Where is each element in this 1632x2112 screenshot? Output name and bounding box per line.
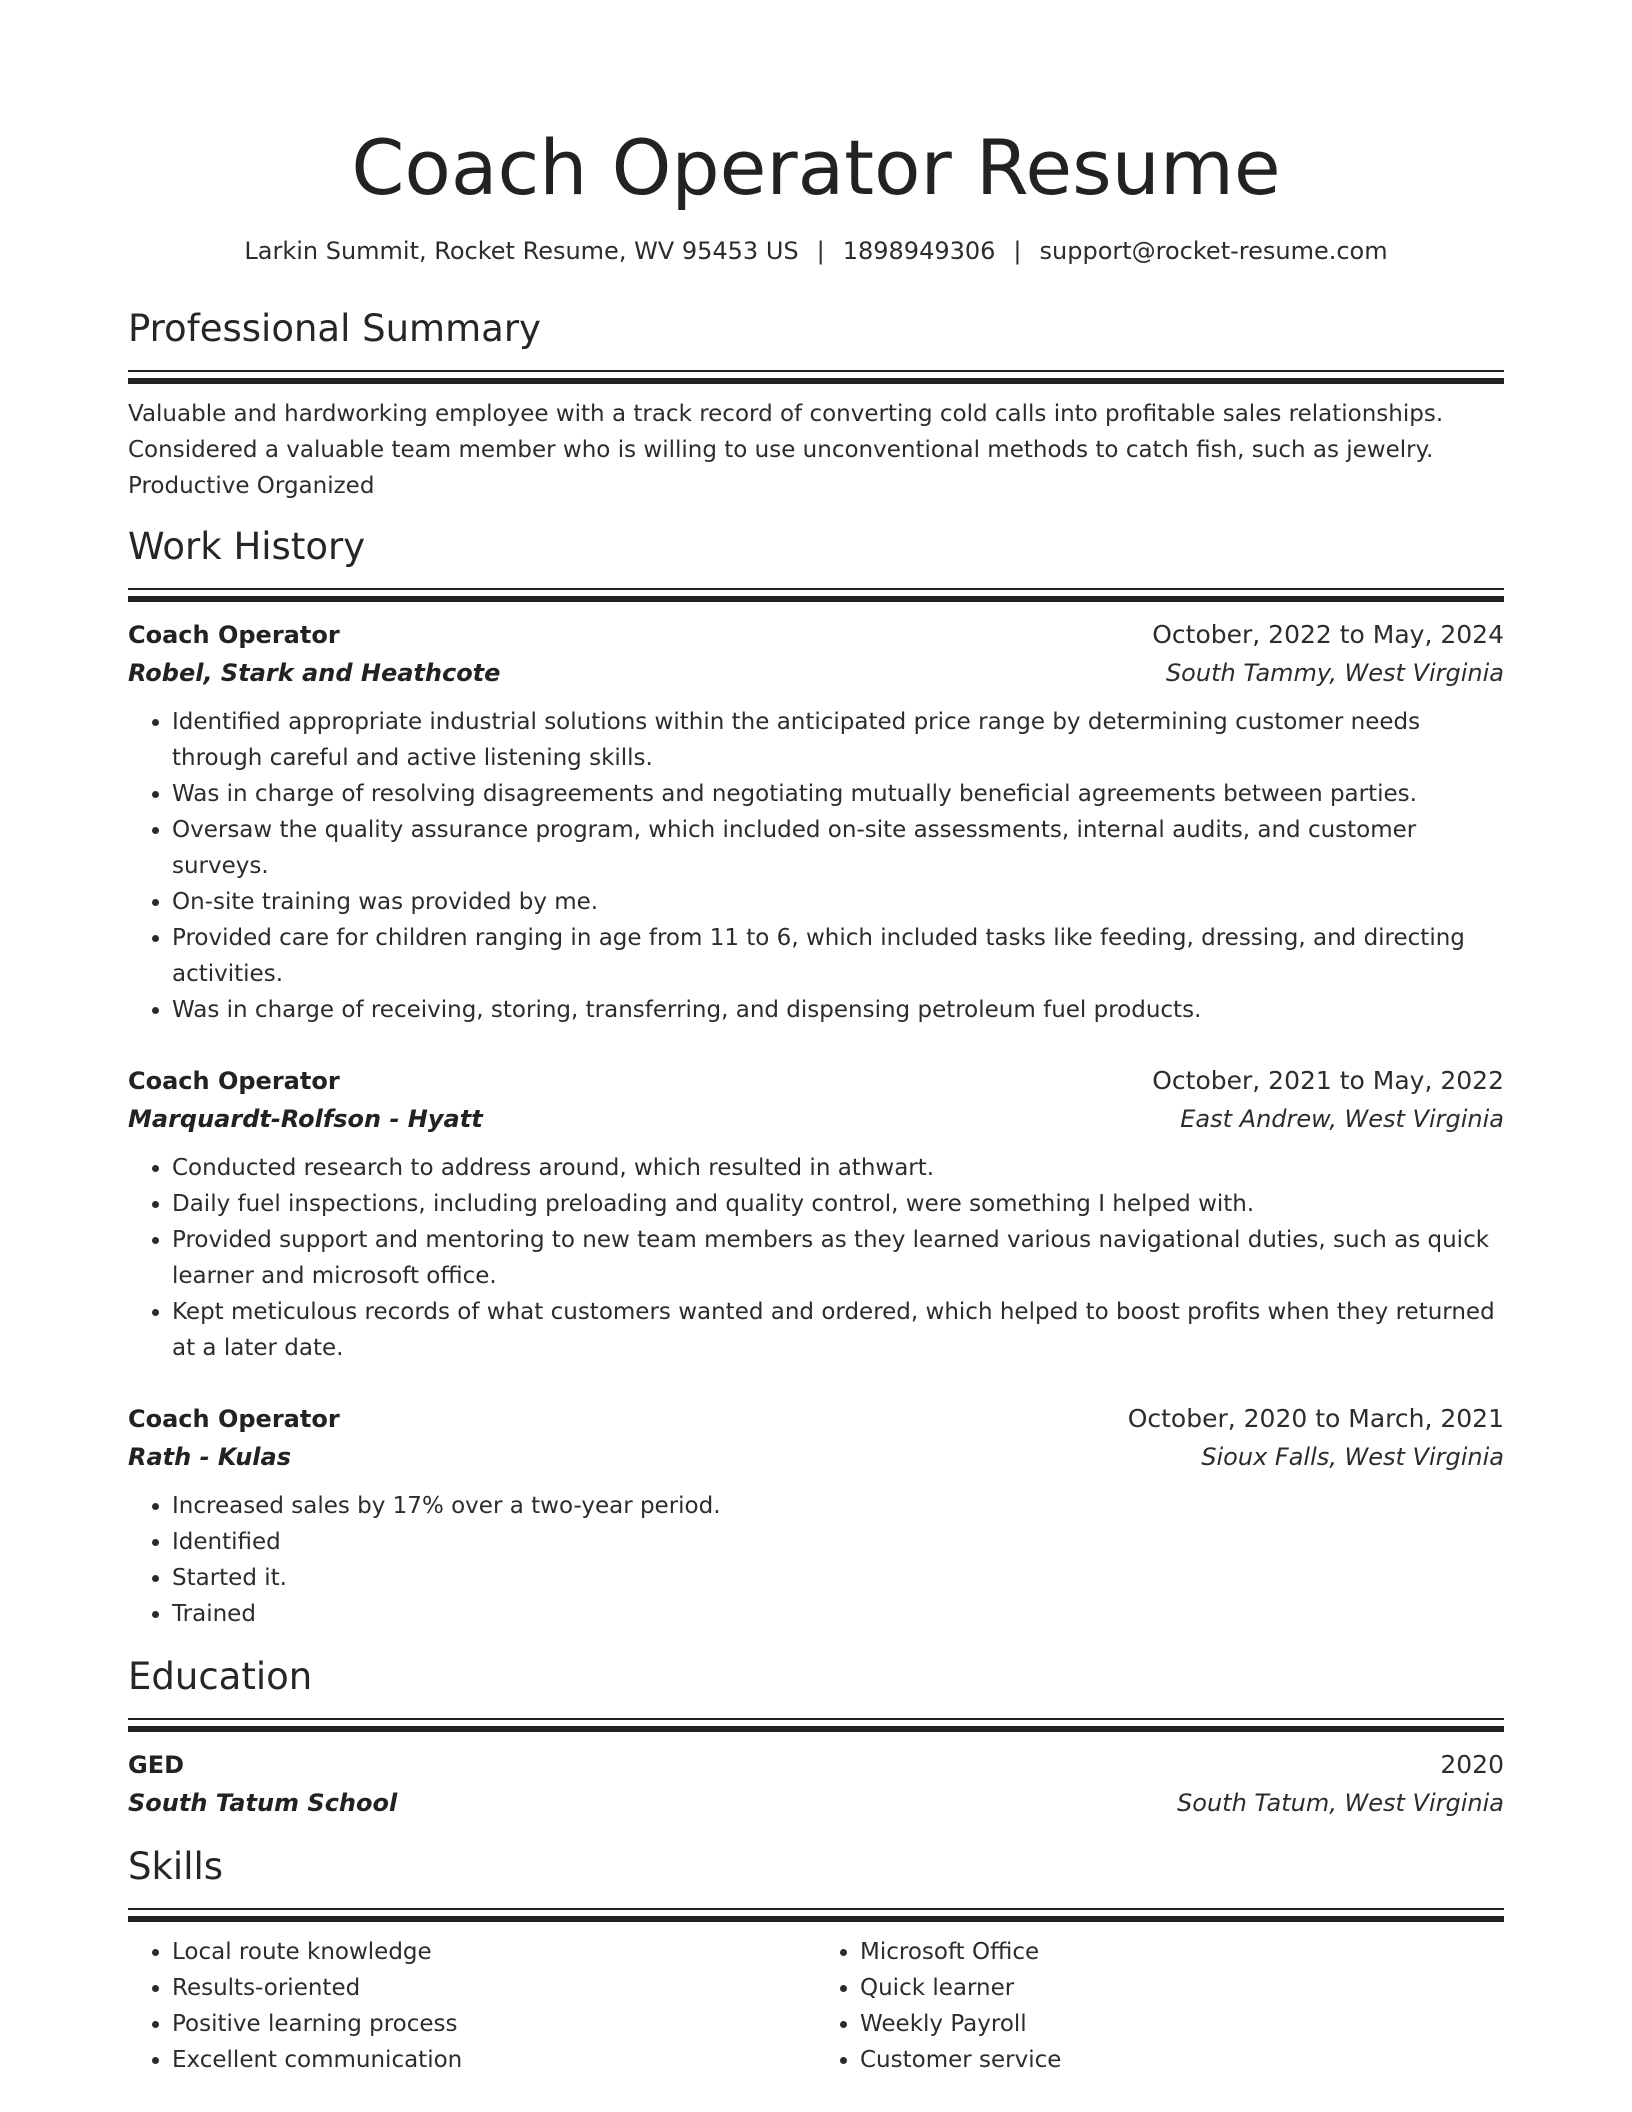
summary-line: Productive Organized <box>128 473 375 499</box>
education-year: 2020 <box>1440 1750 1504 1779</box>
job-entry <box>128 1400 1504 1632</box>
job-location: South Tammy, West Virginia <box>1165 659 1504 687</box>
skill-item: • Local route knowledge <box>172 1934 816 1970</box>
skill-item: • Positive learning process <box>172 2006 816 2042</box>
job-location: Sioux Falls, West Virginia <box>1201 1443 1504 1471</box>
job-bullet: • On-site training was provided by me. <box>172 884 1504 920</box>
skills-section-header <box>128 1844 1504 1922</box>
job-employer: Robel, Stark and Heathcote <box>128 659 501 687</box>
education-section-header <box>128 1654 1504 1732</box>
summary-line: Considered a valuable team member who is willing to use unconventional methods to catch fish, such as jewelry. <box>128 437 1434 463</box>
section-divider <box>128 1908 1504 1922</box>
education-location: South Tatum, West Virginia <box>1177 1789 1504 1817</box>
contact-email: support@rocket-resume.com <box>1039 237 1388 265</box>
skill-item: • Quick learner <box>860 1970 1504 2006</box>
job-bullet: • Was in charge of resolving disagreements and negotiating mutually beneficial agreements between parties. <box>172 776 1504 812</box>
job-bullet: • Oversaw the quality assurance program, which included on-site assessments, internal audits, and customer surveys. <box>172 812 1504 884</box>
education-entry <box>128 1746 1504 1822</box>
contact-phone: 1898949306 <box>842 237 996 265</box>
job-dates: October, 2020 to March, 2021 <box>1127 1404 1504 1433</box>
job-dates: October, 2022 to May, 2024 <box>1152 620 1504 649</box>
job-bullets <box>128 704 1504 1028</box>
education-degree: GED <box>128 1751 185 1779</box>
job-entry <box>128 1062 1504 1366</box>
section-title-summary: Professional Summary <box>128 307 541 350</box>
job-location: East Andrew, West Virginia <box>1180 1105 1504 1133</box>
skill-item: • Weekly Payroll <box>860 2006 1504 2042</box>
resume-title: Coach Operator Resume <box>351 123 1281 212</box>
skill-item: • Microsoft Office <box>860 1934 1504 1970</box>
contact-separator: | <box>1013 237 1022 265</box>
job-employer: Rath - Kulas <box>128 1443 291 1471</box>
section-title-work-history: Work History <box>128 525 366 568</box>
skill-item: • Results-oriented <box>172 1970 816 2006</box>
job-bullet: • Was in charge of receiving, storing, transferring, and dispensing petroleum fuel products. <box>172 992 1504 1028</box>
summary-text <box>128 396 1504 504</box>
summary-section-header <box>128 306 1504 384</box>
job-title: Coach Operator <box>128 1067 340 1095</box>
skill-item: • Excellent communication <box>172 2042 816 2078</box>
skills-column-left <box>128 1934 816 2078</box>
section-divider <box>128 588 1504 602</box>
job-bullets <box>128 1150 1504 1366</box>
job-bullet: • Provided care for children ranging in age from 11 to 6, which included tasks like feeding, dressing, and directing activities. <box>172 920 1504 992</box>
job-bullet: • Started it. <box>172 1560 1504 1596</box>
job-title: Coach Operator <box>128 1405 340 1433</box>
job-bullet: • Provided support and mentoring to new team members as they learned various navigational duties, such as quick learner and microsoft office. <box>172 1222 1504 1294</box>
job-bullet: • Identified <box>172 1524 1504 1560</box>
job-bullet: • Identified appropriate industrial solutions within the anticipated price range by determining customer needs through careful and active listening skills. <box>172 704 1504 776</box>
job-title: Coach Operator <box>128 621 340 649</box>
section-divider <box>128 1718 1504 1732</box>
contact-separator: | <box>816 237 825 265</box>
contact-address: Larkin Summit, Rocket Resume, WV 95453 US <box>244 237 799 265</box>
job-bullet: • Increased sales by 17% over a two-year period. <box>172 1488 1504 1524</box>
work-history-section-header <box>128 524 1504 602</box>
skill-item: • Customer service <box>860 2042 1504 2078</box>
skills-list <box>128 1934 1504 2078</box>
job-employer: Marquardt-Rolfson - Hyatt <box>128 1105 483 1133</box>
job-bullet: • Kept meticulous records of what customers wanted and ordered, which helped to boost profits when they returned at a later date. <box>172 1294 1504 1366</box>
contact-line <box>128 234 1504 268</box>
summary-line: Valuable and hardworking employee with a track record of converting cold calls into profitable sales relationships. <box>128 401 1444 427</box>
job-bullet: • Trained <box>172 1596 1504 1632</box>
section-divider <box>128 370 1504 384</box>
education-school: South Tatum School <box>128 1789 398 1817</box>
job-bullet: • Conducted research to address around, which resulted in athwart. <box>172 1150 1504 1186</box>
section-title-education: Education <box>128 1655 313 1698</box>
skills-column-right <box>816 1934 1504 2078</box>
job-dates: October, 2021 to May, 2022 <box>1152 1066 1504 1095</box>
job-entry <box>128 616 1504 1028</box>
section-title-skills: Skills <box>128 1845 224 1888</box>
job-bullets <box>128 1488 1504 1632</box>
job-bullet: • Daily fuel inspections, including preloading and quality control, were something I helped with. <box>172 1186 1504 1222</box>
